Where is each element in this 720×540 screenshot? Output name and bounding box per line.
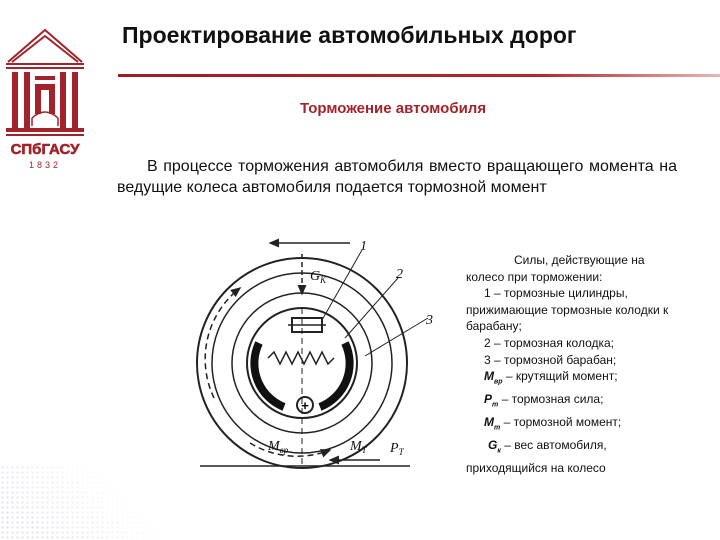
legend-intro: Силы, действующие на колесо при торможении: (466, 253, 645, 284)
legend-item-mvr: $M_{вр}$ – крутящий момент; (484, 369, 618, 386)
label-gk: $G_K$ (310, 269, 327, 285)
logo-year: 1832 (28, 160, 62, 170)
section-subtitle: Торможение автомобиля (300, 100, 487, 117)
diagram-legend (466, 252, 686, 477)
legend-item-mt: $M_т$ – тормозной момент; (484, 415, 622, 432)
page-title: Проектирование автомобильных дорог (122, 22, 577, 48)
label-3: 3 (426, 313, 433, 328)
legend-item-pt: $P_т$ – тормозная сила; (484, 392, 604, 409)
university-logo (2, 22, 88, 172)
legend-item-2: 2 – тормозная колодка; (484, 335, 615, 350)
label-mvr: $M_{вр}$ (268, 439, 289, 455)
label-mt: $M_T$ (350, 439, 367, 455)
legend-item-gk: $G_к$ – вес автомобиля, приходящийся на колесо (466, 438, 607, 476)
title-divider (118, 74, 720, 77)
logo-wordmark: СПбГАСУ (10, 141, 80, 158)
legend-item-3: 3 – тормозной барабан; (484, 352, 617, 367)
axle-plus-label: + (301, 398, 309, 413)
legend-item-1: 1 – тормозные цилиндры, прижимающие тормозные колодки к барабану; (466, 286, 669, 334)
label-1: 1 (360, 239, 367, 254)
decorative-dot-pattern (0, 465, 170, 540)
brake-wheel-diagram (180, 228, 442, 478)
label-2: 2 (396, 267, 403, 282)
label-pt: $P_T$ (390, 441, 404, 457)
body-paragraph: В процессе торможения автомобиля вместо вращающего момента на ведущие колеса автомобиля подается тормозной момент (117, 158, 677, 196)
